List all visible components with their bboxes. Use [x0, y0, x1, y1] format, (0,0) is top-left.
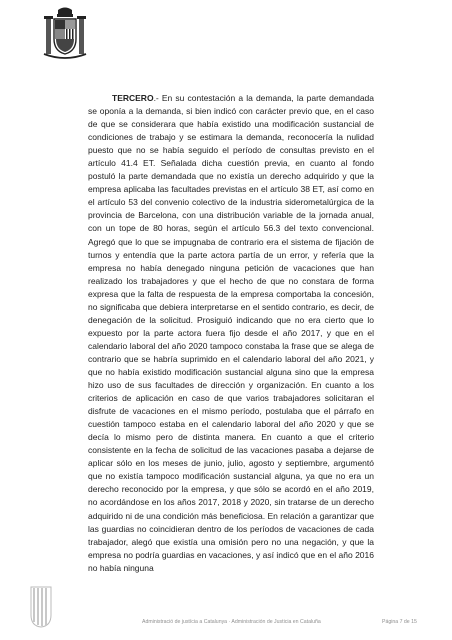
- page-footer: [0, 619, 452, 631]
- page-number: Página 7 de 15: [382, 619, 417, 625]
- section-heading: TERCERO: [112, 93, 154, 103]
- footer-text: Administració de justícia a Catalunya · Administración de Justicia en Cataluña: [142, 619, 321, 625]
- heading-separator: .-: [153, 93, 162, 103]
- spain-coat-of-arms-icon: [40, 6, 90, 64]
- fundamento-paragraph: [88, 92, 374, 575]
- paragraph-body: En su contestación a la demanda, la parte demandada se oponía a la demanda, si bien indicó con carácter previo que, en el caso de que se considerara que había existido una modificación sustancial de condiciones de trabajo y se estimara la demanda, reconocería la nulidad puesto que no se había seguido el período de consultas previsto en el artículo 41.4 ET. Señalada dicha cuestión previa, en cuanto al fondo postuló la parte demandada que no existía un derecho adquirido y que la empresa aplicaba las facultades previstas en el artículo 38 ET, así como en el artículo 53 del convenio colectivo de la industria siderometalúrgica de la provincia de Barcelona, con una distribución variable de la jornada anual, con un tope de 80 horas, según el artículo 56.3 del texto convencional. Agregó que lo que se impugnaba de contrario era el sistema de fijación de turnos y entendía que la parte actora partía de un error, y refería que la empresa no había denegado ninguna petición de vacaciones que han realizado los trabajadores y que el hecho de que no constara de forma expresa que la falta de respuesta de la empresa comportaba la concesión, no significaba que debiera interpretarse en el sentido contrario, es decir, de denegación de la solicitud. Prosiguió indicando que no era cierto que lo expuesto por la parte actora fuera fijo desde el año 2017, y que en el calendario laboral del año 2020 tampoco constaba la frase que se alega de contrario que se habría suprimido en el calendario laboral del año 2021, y que no había existido modificación sustancial alguna sino que la empresa hizo uso de sus facultades de dirección y organización. En cuanto a los criterios de aplicación en caso de que varios trabajadores solicitaran el disfrute de vacaciones en el mismo período, postulaba que el párrafo en cuestión tampoco estaba en el calendario laboral del año 2020 y que se decía lo mismo pero de distinta manera. En cuanto a que el criterio consistente en la fecha de solicitud de las vacaciones pasaba a dejarse de aplicar sólo en los meses de junio, julio, agosto y septiembre, argumentó que no existía tampoco modificación sustancial alguna, ya que no era un derecho reconocido por la empresa, y que sólo se acordó en el año 2019, no acordándose en los años 2017, 2018 y 2020, sin tratarse de un derecho adquirido ni de una condición más beneficiosa. En relación a garantizar que las guardias no coincidieran dentro de los períodos de vacaciones de cada trabajador, alegó que existía una omisión pero no una negación, y que la empresa no podría guardias en vacaciones, y así indicó que en el año 2016 no había ninguna: [88, 93, 375, 573]
